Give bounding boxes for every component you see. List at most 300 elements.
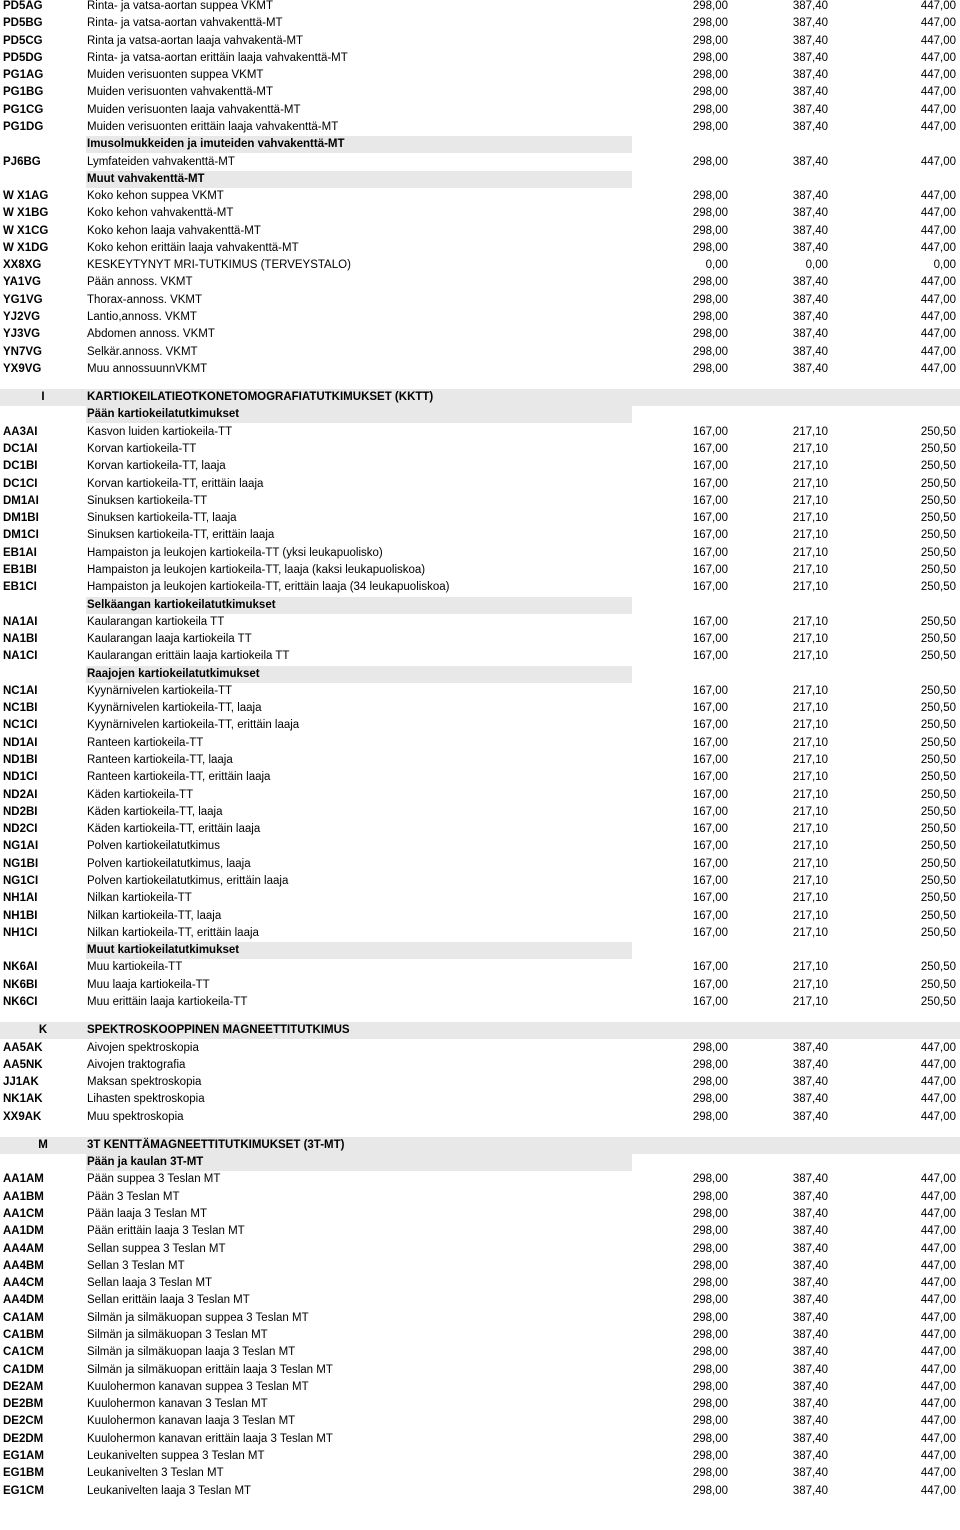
procedure-code: ND1CI bbox=[3, 771, 38, 784]
price-column-2: 0,00 bbox=[805, 259, 828, 272]
price-column-1: 298,00 bbox=[692, 224, 728, 237]
procedure-description: Aivojen traktografia bbox=[87, 1058, 186, 1071]
table-row bbox=[0, 344, 960, 361]
procedure-code: EB1AI bbox=[3, 546, 37, 559]
price-column-1: 167,00 bbox=[692, 961, 728, 974]
table-row bbox=[0, 1362, 960, 1379]
procedure-code: CA1BM bbox=[3, 1329, 44, 1341]
price-column-1: 167,00 bbox=[692, 494, 728, 507]
price-column-1: 167,00 bbox=[692, 771, 728, 784]
price-column-3: 447,00 bbox=[920, 1467, 956, 1480]
procedure-description: Käden kartiokeila-TT bbox=[87, 788, 194, 801]
procedure-description: Pään annoss. VKMT bbox=[87, 276, 193, 289]
table-row bbox=[0, 1483, 960, 1500]
procedure-description: Pään 3 Teslan MT bbox=[87, 1190, 180, 1203]
table-row bbox=[0, 361, 960, 378]
price-column-3: 447,00 bbox=[920, 1415, 956, 1428]
table-row bbox=[0, 1292, 960, 1309]
procedure-code: EG1BM bbox=[3, 1467, 44, 1480]
procedure-description: Abdomen annoss. VKMT bbox=[87, 328, 215, 341]
price-column-1: 167,00 bbox=[692, 875, 728, 887]
price-column-3: 250,50 bbox=[920, 615, 956, 628]
procedure-code: XX8XG bbox=[3, 259, 42, 272]
price-column-2: 217,10 bbox=[792, 512, 828, 525]
procedure-code: EB1BI bbox=[3, 563, 37, 576]
price-column-1: 298,00 bbox=[692, 1311, 728, 1324]
procedure-description: Sellan laaja 3 Teslan MT bbox=[87, 1277, 213, 1290]
subsection-heading bbox=[0, 171, 960, 188]
procedure-description: Kuulohermon kanavan laaja 3 Teslan MT bbox=[87, 1415, 296, 1428]
procedure-description: Kuulohermon kanavan 3 Teslan MT bbox=[87, 1398, 268, 1411]
table-row bbox=[0, 821, 960, 838]
procedure-description: Muu kartiokeila-TT bbox=[87, 961, 183, 974]
price-column-2: 387,40 bbox=[792, 86, 828, 99]
price-column-2: 387,40 bbox=[792, 1380, 828, 1393]
price-column-3: 250,50 bbox=[920, 909, 956, 922]
procedure-code: NK6BI bbox=[3, 978, 38, 991]
price-column-1: 298,00 bbox=[692, 51, 728, 64]
procedure-description: Rinta- ja vatsa-aortan erittäin laaja vahvakenttä-MT bbox=[87, 51, 348, 64]
table-row bbox=[0, 493, 960, 510]
price-column-2: 387,40 bbox=[792, 241, 828, 254]
procedure-code: NH1BI bbox=[3, 909, 38, 922]
procedure-code: W X1DG bbox=[3, 241, 49, 254]
table-row bbox=[0, 717, 960, 734]
price-column-2: 387,40 bbox=[792, 0, 828, 12]
table-row bbox=[0, 240, 960, 257]
procedure-description: Muu erittäin laaja kartiokeila-TT bbox=[87, 995, 248, 1008]
procedure-code: AA5NK bbox=[3, 1058, 43, 1071]
procedure-code: ND2AI bbox=[3, 788, 38, 801]
price-column-1: 298,00 bbox=[692, 1467, 728, 1480]
procedure-description: Polven kartiokeilatutkimus bbox=[87, 840, 220, 853]
price-column-2: 387,40 bbox=[792, 34, 828, 47]
price-column-3: 250,50 bbox=[920, 443, 956, 455]
price-column-1: 167,00 bbox=[692, 823, 728, 836]
procedure-code: YA1VG bbox=[3, 276, 41, 289]
price-column-3: 447,00 bbox=[920, 1484, 956, 1497]
price-column-2: 217,10 bbox=[792, 771, 828, 784]
procedure-description: Sellan suppea 3 Teslan MT bbox=[87, 1242, 226, 1255]
section-letter: I bbox=[41, 391, 45, 404]
table-row bbox=[0, 683, 960, 700]
price-column-3: 447,00 bbox=[920, 1093, 956, 1106]
price-column-1: 298,00 bbox=[692, 69, 728, 82]
table-row bbox=[0, 102, 960, 119]
procedure-description: Koko kehon erittäin laaja vahvakenttä-MT bbox=[87, 241, 299, 254]
table-row bbox=[0, 510, 960, 527]
procedure-code: XX9AK bbox=[3, 1110, 42, 1123]
table-row bbox=[0, 1223, 960, 1240]
price-column-3: 250,50 bbox=[920, 529, 956, 542]
price-column-3: 250,50 bbox=[920, 823, 956, 836]
price-column-2: 217,10 bbox=[792, 857, 828, 870]
procedure-code: AA5AK bbox=[3, 1041, 43, 1054]
procedure-code: AA4DM bbox=[3, 1294, 44, 1307]
price-column-1: 167,00 bbox=[692, 581, 728, 594]
price-column-3: 447,00 bbox=[920, 1259, 956, 1272]
procedure-code: PG1DG bbox=[3, 120, 44, 133]
table-row bbox=[0, 769, 960, 786]
procedure-description: Rinta ja vatsa-aortan laaja vahvakentä-MT bbox=[87, 34, 304, 47]
table-row bbox=[0, 1431, 960, 1448]
price-column-1: 167,00 bbox=[692, 995, 728, 1008]
price-column-3: 250,50 bbox=[920, 477, 956, 490]
price-column-2: 387,40 bbox=[792, 1294, 828, 1307]
procedure-description: Muiden verisuonten vahvakenttä-MT bbox=[87, 86, 274, 99]
price-column-3: 447,00 bbox=[920, 1242, 956, 1255]
subsection-heading bbox=[0, 666, 960, 683]
subsection-title: Muut kartiokeilatutkimukset bbox=[87, 944, 240, 957]
table-row bbox=[0, 994, 960, 1011]
price-column-1: 298,00 bbox=[692, 328, 728, 341]
price-column-3: 447,00 bbox=[920, 1277, 956, 1290]
price-column-3: 250,50 bbox=[920, 995, 956, 1008]
section-title: SPEKTROSKOOPPINEN MAGNEETTITUTKIMUS bbox=[87, 1024, 350, 1037]
table-row bbox=[0, 908, 960, 925]
price-column-2: 387,40 bbox=[792, 120, 828, 133]
table-row bbox=[0, 925, 960, 942]
price-column-3: 447,00 bbox=[920, 1076, 956, 1089]
price-column-1: 167,00 bbox=[692, 684, 728, 697]
price-column-1: 298,00 bbox=[692, 1277, 728, 1290]
subsection-title: Pään kartiokeilatutkimukset bbox=[87, 408, 240, 421]
section-heading bbox=[0, 1137, 960, 1154]
price-column-3: 250,50 bbox=[920, 978, 956, 991]
procedure-description: Pään laaja 3 Teslan MT bbox=[87, 1208, 207, 1221]
table-row bbox=[0, 154, 960, 171]
price-column-2: 387,40 bbox=[792, 328, 828, 341]
procedure-description: Leukanivelten laaja 3 Teslan MT bbox=[87, 1484, 252, 1497]
table-row bbox=[0, 188, 960, 205]
procedure-description: Lantio,annoss. VKMT bbox=[87, 311, 197, 324]
procedure-description: Korvan kartiokeila-TT bbox=[87, 443, 197, 455]
table-row bbox=[0, 977, 960, 994]
price-column-2: 217,10 bbox=[792, 477, 828, 490]
section-letter: K bbox=[38, 1024, 48, 1037]
procedure-code: NA1AI bbox=[3, 615, 38, 628]
price-column-2: 387,40 bbox=[792, 311, 828, 324]
price-column-3: 447,00 bbox=[920, 1311, 956, 1324]
table-row bbox=[0, 1465, 960, 1482]
price-column-1: 298,00 bbox=[692, 1242, 728, 1255]
price-column-2: 387,40 bbox=[792, 1058, 828, 1071]
procedure-code: EG1CM bbox=[3, 1484, 44, 1497]
procedure-code: DE2BM bbox=[3, 1398, 44, 1411]
subsection-title: Raajojen kartiokeilatutkimukset bbox=[87, 667, 260, 680]
price-column-3: 447,00 bbox=[920, 224, 956, 237]
price-column-3: 447,00 bbox=[920, 86, 956, 99]
price-column-2: 217,10 bbox=[792, 633, 828, 646]
price-column-3: 250,50 bbox=[920, 633, 956, 646]
procedure-description: Rinta- ja vatsa-aortan suppea VKMT bbox=[87, 0, 274, 12]
table-row bbox=[0, 1206, 960, 1223]
procedure-description: Maksan spektroskopia bbox=[87, 1076, 202, 1089]
table-row bbox=[0, 223, 960, 240]
price-column-2: 217,10 bbox=[792, 995, 828, 1008]
price-column-2: 217,10 bbox=[792, 909, 828, 922]
price-column-3: 447,00 bbox=[920, 276, 956, 289]
procedure-description: Silmän ja silmäkuopan erittäin laaja 3 Teslan MT bbox=[87, 1363, 333, 1376]
price-column-1: 298,00 bbox=[692, 155, 728, 168]
procedure-description: Lymfateiden vahvakenttä-MT bbox=[87, 155, 235, 168]
procedure-description: Silmän ja silmäkuopan suppea 3 Teslan MT bbox=[87, 1311, 309, 1324]
price-column-1: 298,00 bbox=[692, 345, 728, 358]
price-column-1: 167,00 bbox=[692, 512, 728, 525]
price-column-2: 217,10 bbox=[792, 684, 828, 697]
table-row bbox=[0, 648, 960, 665]
procedure-code: CA1AM bbox=[3, 1311, 44, 1324]
price-column-1: 298,00 bbox=[692, 0, 728, 12]
procedure-description: Kuulohermon kanavan erittäin laaja 3 Teslan MT bbox=[87, 1432, 333, 1445]
price-column-1: 167,00 bbox=[692, 892, 728, 905]
price-column-1: 298,00 bbox=[692, 1173, 728, 1186]
price-column-2: 217,10 bbox=[792, 581, 828, 594]
procedure-code: NK6AI bbox=[3, 961, 38, 974]
price-column-1: 167,00 bbox=[692, 805, 728, 818]
price-column-3: 447,00 bbox=[920, 69, 956, 82]
price-column-2: 387,40 bbox=[792, 224, 828, 237]
price-column-1: 298,00 bbox=[692, 362, 728, 375]
procedure-description: Käden kartiokeila-TT, laaja bbox=[87, 805, 223, 818]
price-column-2: 217,10 bbox=[792, 650, 828, 663]
price-column-1: 298,00 bbox=[692, 1110, 728, 1123]
price-column-2: 387,40 bbox=[792, 103, 828, 116]
price-column-2: 387,40 bbox=[792, 190, 828, 203]
table-row bbox=[0, 476, 960, 493]
price-column-3: 250,50 bbox=[920, 736, 956, 749]
procedure-code: NG1CI bbox=[3, 875, 39, 887]
procedure-description: Kuulohermon kanavan suppea 3 Teslan MT bbox=[87, 1380, 309, 1393]
procedure-description: Muiden verisuonten laaja vahvakenttä-MT bbox=[87, 103, 301, 116]
price-column-2: 217,10 bbox=[792, 840, 828, 853]
price-column-2: 387,40 bbox=[792, 1277, 828, 1290]
procedure-code: PG1BG bbox=[3, 86, 44, 99]
price-column-1: 298,00 bbox=[692, 103, 728, 116]
price-column-2: 387,40 bbox=[792, 345, 828, 358]
price-column-3: 447,00 bbox=[920, 1041, 956, 1054]
price-column-2: 387,40 bbox=[792, 1329, 828, 1341]
procedure-code: PD5BG bbox=[3, 17, 43, 30]
price-column-1: 167,00 bbox=[692, 840, 728, 853]
procedure-code: ND1AI bbox=[3, 736, 38, 749]
price-column-1: 298,00 bbox=[692, 1190, 728, 1203]
procedure-code: PD5DG bbox=[3, 51, 43, 64]
price-column-2: 387,40 bbox=[792, 1363, 828, 1376]
price-column-3: 0,00 bbox=[933, 259, 956, 272]
price-column-3: 250,50 bbox=[920, 771, 956, 784]
price-column-1: 167,00 bbox=[692, 615, 728, 628]
procedure-description: KESKEYTYNYT MRI-TUTKIMUS (TERVEYSTALO) bbox=[87, 259, 351, 272]
price-column-1: 167,00 bbox=[692, 460, 728, 473]
price-column-2: 387,40 bbox=[792, 1110, 828, 1123]
procedure-description: Aivojen spektroskopia bbox=[87, 1041, 199, 1054]
procedure-description: Kyynärnivelen kartiokeila-TT bbox=[87, 684, 233, 697]
price-column-2: 387,40 bbox=[792, 17, 828, 30]
price-column-2: 387,40 bbox=[792, 1076, 828, 1089]
price-column-2: 387,40 bbox=[792, 155, 828, 168]
procedure-code: W X1CG bbox=[3, 224, 49, 237]
procedure-description: Pään erittäin laaja 3 Teslan MT bbox=[87, 1225, 245, 1238]
table-row bbox=[0, 1396, 960, 1413]
price-column-2: 217,10 bbox=[792, 926, 828, 939]
price-column-1: 298,00 bbox=[692, 17, 728, 30]
price-column-3: 447,00 bbox=[920, 362, 956, 375]
table-row bbox=[0, 1310, 960, 1327]
price-column-2: 387,40 bbox=[792, 1225, 828, 1238]
price-column-3: 250,50 bbox=[920, 702, 956, 715]
procedure-description: Hampaiston ja leukojen kartiokeila-TT (yksi leukapuolisko) bbox=[87, 546, 383, 559]
subsection-heading bbox=[0, 942, 960, 959]
price-column-1: 167,00 bbox=[692, 788, 728, 801]
price-column-3: 447,00 bbox=[920, 1346, 956, 1359]
table-row bbox=[0, 735, 960, 752]
price-column-1: 298,00 bbox=[692, 190, 728, 203]
price-column-3: 250,50 bbox=[920, 788, 956, 801]
price-column-2: 387,40 bbox=[792, 1398, 828, 1411]
procedure-code: DM1CI bbox=[3, 529, 39, 542]
procedure-code: W X1BG bbox=[3, 207, 49, 220]
price-column-2: 387,40 bbox=[792, 207, 828, 220]
subsection-heading bbox=[0, 406, 960, 423]
procedure-description: Sinuksen kartiokeila-TT, laaja bbox=[87, 512, 237, 525]
procedure-code: YX9VG bbox=[3, 362, 42, 375]
price-column-1: 167,00 bbox=[692, 650, 728, 663]
procedure-code: YJ2VG bbox=[3, 311, 41, 324]
procedure-code: NG1AI bbox=[3, 840, 39, 853]
price-column-1: 298,00 bbox=[692, 86, 728, 99]
procedure-description: Pään suppea 3 Teslan MT bbox=[87, 1173, 221, 1186]
price-column-3: 447,00 bbox=[920, 190, 956, 203]
procedure-code: PJ6BG bbox=[3, 155, 41, 168]
procedure-description: Polven kartiokeilatutkimus, laaja bbox=[87, 857, 251, 870]
table-row bbox=[0, 292, 960, 309]
table-row bbox=[0, 1275, 960, 1292]
price-column-3: 447,00 bbox=[920, 34, 956, 47]
procedure-code: ND2BI bbox=[3, 805, 38, 818]
table-row bbox=[0, 67, 960, 84]
table-row bbox=[0, 1091, 960, 1108]
price-column-3: 447,00 bbox=[920, 0, 956, 12]
procedure-code: NC1CI bbox=[3, 719, 38, 732]
table-row bbox=[0, 119, 960, 136]
price-column-2: 217,10 bbox=[792, 425, 828, 438]
procedure-code: AA4BM bbox=[3, 1259, 44, 1272]
price-column-2: 217,10 bbox=[792, 961, 828, 974]
price-column-1: 298,00 bbox=[692, 1093, 728, 1106]
price-column-3: 447,00 bbox=[920, 1449, 956, 1462]
price-column-1: 167,00 bbox=[692, 477, 728, 490]
procedure-description: Nilkan kartiokeila-TT, laaja bbox=[87, 909, 222, 922]
procedure-code: AA1BM bbox=[3, 1190, 44, 1203]
table-row bbox=[0, 257, 960, 274]
price-column-2: 387,40 bbox=[792, 1484, 828, 1497]
price-column-1: 167,00 bbox=[692, 754, 728, 767]
table-row bbox=[0, 1189, 960, 1206]
procedure-code: DC1AI bbox=[3, 443, 38, 455]
table-row bbox=[0, 1057, 960, 1074]
price-column-2: 217,10 bbox=[792, 460, 828, 473]
subsection-title: Pään ja kaulan 3T-MT bbox=[87, 1156, 204, 1169]
procedure-description: Sinuksen kartiokeila-TT bbox=[87, 494, 208, 507]
price-column-3: 447,00 bbox=[920, 293, 956, 306]
procedure-description: Hampaiston ja leukojen kartiokeila-TT, erittäin laaja (34 leukapuoliskoa) bbox=[87, 581, 450, 594]
procedure-code: NA1CI bbox=[3, 650, 38, 663]
price-column-1: 167,00 bbox=[692, 529, 728, 542]
price-column-2: 387,40 bbox=[792, 1093, 828, 1106]
section-letter: M bbox=[38, 1138, 48, 1151]
price-column-3: 447,00 bbox=[920, 1225, 956, 1238]
price-column-2: 217,10 bbox=[792, 546, 828, 559]
price-column-3: 447,00 bbox=[920, 51, 956, 64]
procedure-description: Thorax-annoss. VKMT bbox=[87, 293, 203, 306]
procedure-description: Muu annossuunnVKMT bbox=[87, 362, 208, 375]
price-column-2: 217,10 bbox=[792, 978, 828, 991]
procedure-description: Koko kehon laaja vahvakenttä-MT bbox=[87, 224, 261, 237]
procedure-code: YG1VG bbox=[3, 293, 43, 306]
price-column-2: 387,40 bbox=[792, 293, 828, 306]
price-column-3: 447,00 bbox=[920, 1190, 956, 1203]
price-column-3: 250,50 bbox=[920, 926, 956, 939]
table-row bbox=[0, 1327, 960, 1344]
price-column-3: 250,50 bbox=[920, 892, 956, 905]
procedure-description: Ranteen kartiokeila-TT, laaja bbox=[87, 754, 233, 767]
price-column-3: 447,00 bbox=[920, 1380, 956, 1393]
table-row bbox=[0, 579, 960, 596]
procedure-code: NG1BI bbox=[3, 857, 39, 870]
price-column-1: 0,00 bbox=[705, 259, 728, 272]
procedure-description: Hampaiston ja leukojen kartiokeila-TT, laaja (kaksi leukapuoliskoa) bbox=[87, 563, 426, 576]
procedure-description: Leukanivelten suppea 3 Teslan MT bbox=[87, 1449, 265, 1462]
procedure-description: Silmän ja silmäkuopan 3 Teslan MT bbox=[87, 1329, 268, 1341]
table-row bbox=[0, 309, 960, 326]
procedure-description: Muu spektroskopia bbox=[87, 1110, 184, 1123]
price-column-2: 217,10 bbox=[792, 805, 828, 818]
price-column-1: 298,00 bbox=[692, 120, 728, 133]
price-column-1: 167,00 bbox=[692, 857, 728, 870]
procedure-code: EB1CI bbox=[3, 581, 37, 594]
table-row bbox=[0, 441, 960, 458]
price-column-2: 387,40 bbox=[792, 1449, 828, 1462]
price-column-3: 447,00 bbox=[920, 103, 956, 116]
price-column-2: 387,40 bbox=[792, 69, 828, 82]
procedure-code: AA4CM bbox=[3, 1277, 44, 1290]
price-column-1: 167,00 bbox=[692, 719, 728, 732]
table-row bbox=[0, 545, 960, 562]
price-column-1: 298,00 bbox=[692, 1449, 728, 1462]
procedure-description: Leukanivelten 3 Teslan MT bbox=[87, 1467, 224, 1480]
procedure-code: EG1AM bbox=[3, 1449, 44, 1462]
price-column-1: 298,00 bbox=[692, 1380, 728, 1393]
price-column-2: 217,10 bbox=[792, 563, 828, 576]
price-column-3: 447,00 bbox=[920, 1329, 956, 1341]
procedure-code: YN7VG bbox=[3, 345, 42, 358]
price-column-2: 387,40 bbox=[792, 1467, 828, 1480]
subsection-heading bbox=[0, 597, 960, 614]
procedure-code: NC1AI bbox=[3, 684, 38, 697]
table-row bbox=[0, 1413, 960, 1430]
price-column-2: 217,10 bbox=[792, 719, 828, 732]
price-column-2: 387,40 bbox=[792, 1242, 828, 1255]
price-column-2: 217,10 bbox=[792, 615, 828, 628]
procedure-description: Ranteen kartiokeila-TT bbox=[87, 736, 204, 749]
procedure-code: PG1AG bbox=[3, 69, 44, 82]
price-column-3: 250,50 bbox=[920, 546, 956, 559]
price-column-1: 298,00 bbox=[692, 276, 728, 289]
table-row bbox=[0, 424, 960, 441]
procedure-code: CA1CM bbox=[3, 1346, 44, 1359]
price-column-3: 250,50 bbox=[920, 684, 956, 697]
